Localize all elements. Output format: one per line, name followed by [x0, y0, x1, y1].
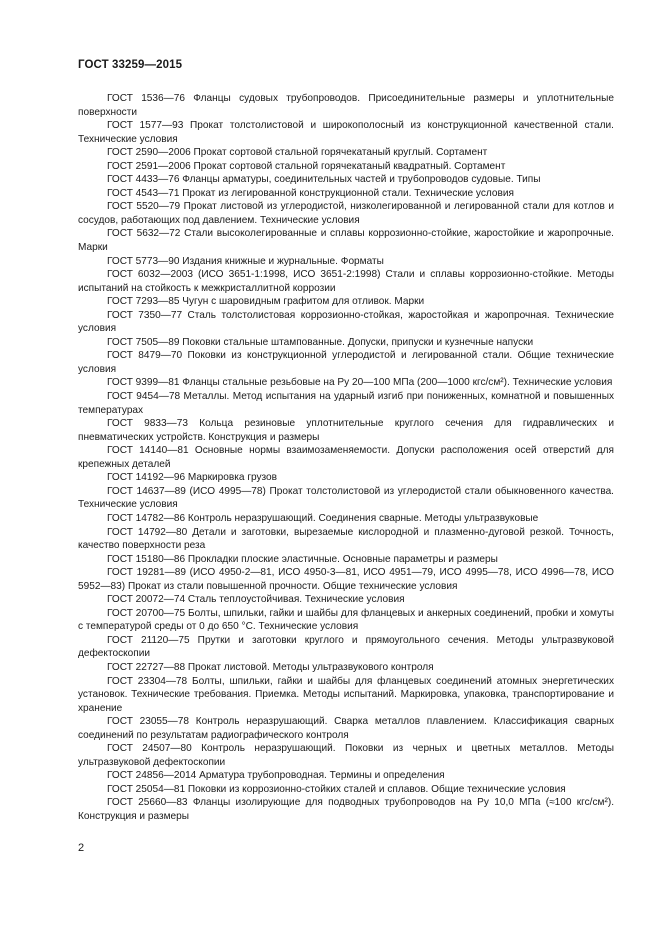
- reference-entry: ГОСТ 14782—86 Контроль неразрушающий. Соединения сварные. Методы ультразвуковые: [107, 512, 539, 524]
- reference-entry: ГОСТ 7350—77 Сталь толстолистовая коррозионно-стойкая, жаростойкая и жаропрочная. Технические условия: [78, 309, 614, 335]
- reference-entry: ГОСТ 9833—73 Кольца резиновые уплотнительные круглого сечения для гидравлических и пневматических устройств. Конструкция и размеры: [78, 418, 614, 443]
- reference-entry: ГОСТ 2591—2006 Прокат сортовой стальной горячекатаный квадратный. Сортамент: [107, 160, 506, 172]
- reference-entry: ГОСТ 22727—88 Прокат листовой. Методы ультразвукового контроля: [107, 661, 434, 673]
- reference-entry: ГОСТ 15180—86 Прокладки плоские эластичные. Основные параметры и размеры: [107, 553, 498, 565]
- reference-entry: ГОСТ 14637—89 (ИСО 4995—78) Прокат толстолистовой из углеродистой стали обыкновенного качества. Технические условия: [78, 485, 614, 511]
- reference-entry: ГОСТ 23304—78 Болты, шпильки, гайки и шайбы для фланцевых соединений атомных энергетических установок. Технические требования. Приемка. Методы испытаний. Маркировка, упаковка, транспортирование и хранение: [78, 675, 614, 714]
- reference-entry: ГОСТ 24856—2014 Арматура трубопроводная. Термины и определения: [107, 770, 445, 782]
- reference-entry: ГОСТ 23055—78 Контроль неразрушающий. Сварка металлов плавлением. Классификация сварных соединений по результатам радиографического контроля: [78, 716, 614, 741]
- reference-entry: ГОСТ 4543—71 Прокат из легированной конструкционной стали. Технические условия: [107, 187, 514, 199]
- reference-entry: ГОСТ 21120—75 Прутки и заготовки круглого и прямоугольного сечения. Методы ультразвуковой дефектоскопии: [78, 634, 614, 660]
- reference-entry: ГОСТ 14792—80 Детали и заготовки, вырезаемые кислородной и плазменно-дуговой резкой. Точность, качество поверхности реза: [78, 526, 614, 552]
- reference-entry: ГОСТ 5520—79 Прокат листовой из углеродистой, низколегированной и легированной стали для котлов и сосудов, работающих под давлением. Технические условия: [78, 201, 614, 226]
- page-header-standard: ГОСТ 33259—2015: [78, 59, 183, 71]
- normative-references-list: [78, 92, 614, 824]
- reference-entry: ГОСТ 7505—89 Поковки стальные штампованные. Допуски, припуски и кузнечные напуски: [107, 336, 534, 348]
- reference-entry: ГОСТ 5632—72 Стали высоколегированные и сплавы коррозионно-стойкие, жаростойкие и жаропрочные. Марки: [78, 228, 614, 254]
- reference-entry: ГОСТ 1536—76 Фланцы судовых трубопроводов. Присоединительные размеры и уплотнительные поверхности: [78, 93, 614, 118]
- reference-entry: ГОСТ 8479—70 Поковки из конструкционной углеродистой и легированной стали. Общие технические условия: [78, 350, 614, 375]
- reference-entry: ГОСТ 14140—81 Основные нормы взаимозаменяемости. Допуски расположения осей отверстий для крепежных деталей: [78, 445, 614, 470]
- reference-entry: ГОСТ 7293—85 Чугун с шаровидным графитом для отливок. Марки: [107, 296, 425, 308]
- reference-entry: ГОСТ 20700—75 Болты, шпильки, гайки и шайбы для фланцевых и анкерных соединений, пробки и хомуты с температурой среды от 0 до 650 °С. Технические условия: [78, 607, 614, 633]
- reference-entry: ГОСТ 9454—78 Металлы. Метод испытания на ударный изгиб при пониженных, комнатной и повышенных температурах: [78, 391, 614, 416]
- reference-entry: ГОСТ 24507—80 Контроль неразрушающий. Поковки из черных и цветных металлов. Методы ультразвуковой дефектоскопии: [78, 743, 614, 768]
- reference-entry: ГОСТ 4433—76 Фланцы арматуры, соединительных частей и трубопроводов судовые. Типы: [107, 174, 541, 186]
- reference-entry: ГОСТ 1577—93 Прокат толстолистовой и широкополосный из конструкционной качественной стали. Технические условия: [78, 120, 614, 145]
- reference-entry: ГОСТ 25054—81 Поковки из коррозионно-стойких сталей и сплавов. Общие технические условия: [107, 783, 566, 795]
- page-number: 2: [78, 842, 85, 854]
- reference-entry: ГОСТ 6032—2003 (ИСО 3651-1:1998, ИСО 3651-2:1998) Стали и сплавы коррозионно-стойкие. Методы испытаний на стойкость к межкристаллитной коррозии: [78, 269, 614, 294]
- reference-entry: ГОСТ 9399—81 Фланцы стальные резьбовые на Ру 20—100 МПа (200—1000 кгс/см²). Технические условия: [107, 377, 613, 389]
- reference-entry: ГОСТ 25660—83 Фланцы изолирующие для подводных трубопроводов на Ру 10,0 МПа (≈100 кгс/см²). Конструкция и размеры: [78, 797, 614, 822]
- reference-entry: ГОСТ 14192—96 Маркировка грузов: [107, 472, 278, 484]
- reference-entry: ГОСТ 5773—90 Издания книжные и журнальные. Форматы: [107, 255, 384, 267]
- reference-entry: ГОСТ 19281—89 (ИСО 4950-2—81, ИСО 4950-3—81, ИСО 4951—79, ИСО 4995—78, ИСО 4996—78, ИСО 5952—83) Прокат из стали повышенной прочности. Общие технические условия: [78, 567, 614, 592]
- reference-entry: ГОСТ 2590—2006 Прокат сортовой стальной горячекатаный круглый. Сортамент: [107, 147, 488, 159]
- reference-entry: ГОСТ 20072—74 Сталь теплоустойчивая. Технические условия: [107, 594, 405, 606]
